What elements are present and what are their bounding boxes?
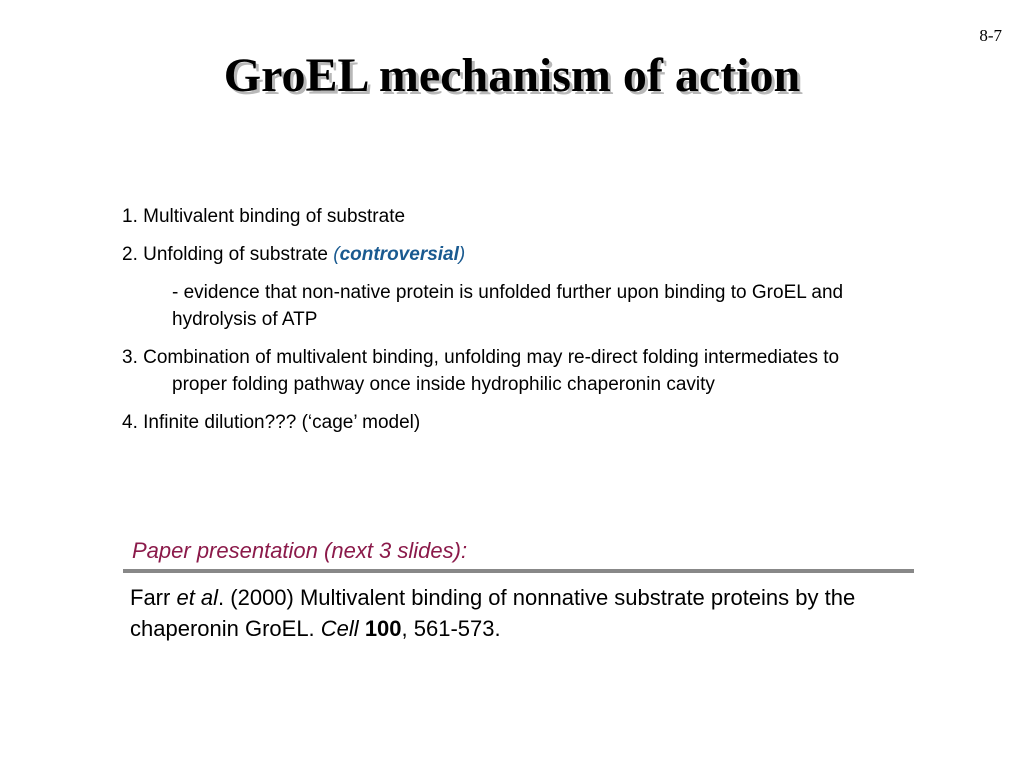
points-list bbox=[122, 203, 882, 447]
slide-number: 8-7 bbox=[979, 26, 1002, 45]
controversial-close-paren: ) bbox=[458, 244, 466, 265]
divider-rule bbox=[123, 569, 914, 573]
point-unfolding-substrate bbox=[122, 241, 882, 268]
point-combination: 3. Combination of multivalent binding, unfolding may re-direct folding intermediates to proper folding pathway once inside hydrophilic chaperonin cavity bbox=[122, 347, 840, 395]
point-multivalent-binding: 1. Multivalent binding of substrate bbox=[122, 206, 406, 227]
citation-pages: , 561-573. bbox=[401, 616, 501, 641]
citation-title: . (2000) Multivalent binding of nonnative substrate proteins by the chaperonin GroEL. bbox=[130, 585, 856, 641]
citation-volume: 100 bbox=[364, 616, 402, 641]
controversial-open-paren: ( bbox=[333, 244, 340, 265]
slide-title: GroEL mechanism of action bbox=[223, 49, 801, 102]
paper-presentation-heading: Paper presentation (next 3 slides): bbox=[132, 538, 468, 563]
controversial-label: controversial bbox=[339, 244, 459, 265]
paper-citation bbox=[130, 582, 920, 644]
citation-author: Farr bbox=[130, 585, 177, 610]
point-unfolding-text: 2. Unfolding of substrate bbox=[122, 244, 334, 265]
point-infinite-dilution: 4. Infinite dilution??? (‘cage’ model) bbox=[122, 412, 421, 433]
citation-et-al: et al bbox=[176, 585, 219, 610]
controversial-note bbox=[333, 244, 465, 265]
citation-journal: Cell bbox=[320, 616, 359, 641]
point-unfolding-evidence: - evidence that non-native protein is unfolded further upon binding to GroEL and hydrolysis of ATP bbox=[172, 282, 844, 330]
